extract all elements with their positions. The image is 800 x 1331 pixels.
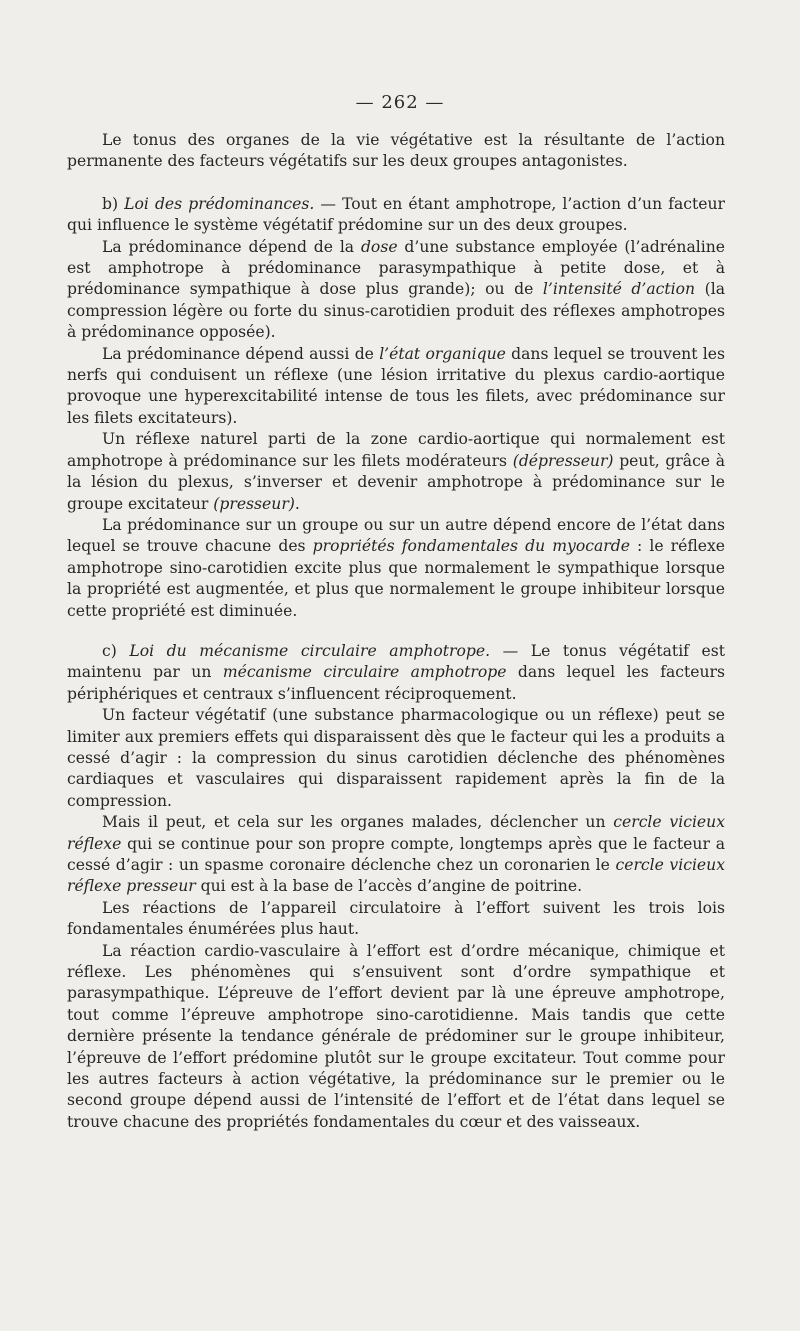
text-run: qui est à la base de l’accès d’angine de poitrine. bbox=[195, 877, 583, 896]
paragraph-4 bbox=[67, 344, 725, 430]
italic-text-run: dose bbox=[360, 237, 398, 256]
text-run: Mais il peut, et cela sur les organes malades, déclencher un bbox=[102, 813, 614, 832]
paragraph-6 bbox=[67, 515, 725, 622]
italic-text-run: Loi du mécanisme circulaire amphotrope. bbox=[129, 641, 491, 660]
italic-text-run: (presseur) bbox=[213, 494, 295, 513]
paragraph-9 bbox=[67, 812, 725, 898]
text-run: Un réflexe naturel parti de la zone cardio-aortique qui normalement est amphotrope à prédominance sur les filets modérateurs bbox=[67, 430, 725, 470]
text-run: dans lequel les facteurs périphériques et centraux s’influencent réciproquement. bbox=[67, 663, 726, 703]
italic-text-run: cercle vicieux réflexe presseur bbox=[67, 856, 726, 896]
text-run: La prédominance dépend de la bbox=[102, 237, 361, 256]
italic-text-run: Loi des prédominances. bbox=[124, 194, 315, 213]
body-text bbox=[67, 130, 725, 1133]
text-run: dans lequel se trouvent les nerfs qui conduisent un réflexe (une lésion irritative du plexus cardio-aortique provoque une hyperexcitabilité intense de tous les filets, avec prédominance sur les filets excitateurs). bbox=[67, 344, 725, 427]
text-run: c) bbox=[102, 641, 130, 660]
paragraph-8 bbox=[67, 705, 725, 812]
text-run: (la compression légère ou forte du sinus-carotidien produit des réflexes amphotropes à prédominance opposée). bbox=[67, 280, 725, 342]
text-run: La prédominance dépend aussi de bbox=[102, 344, 380, 363]
text-run: — Tout en étant amphotrope, l’action d’un facteur qui influence le système végétatif prédomine sur un des deux groupes. bbox=[67, 194, 725, 235]
text-run: d’une substance employée (l’adrénaline est amphotrope à prédominance parasympathique à petite dose, et à prédominance sympathique à dose plus grande); ou de bbox=[67, 237, 725, 299]
text-run: b) bbox=[102, 194, 125, 213]
italic-text-run: cercle vicieux réflexe bbox=[67, 813, 725, 853]
text-run: Un facteur végétatif (une substance pharmacologique ou un réflexe) peut se limiter aux premiers effets qui disparaissent dès que le facteur qui les a produits a cessé d’agir : la compression du sinus carotidien déclenche des phénomènes cardiaques et vasculaires qui disparaissent rapidement après la fin de la compression. bbox=[67, 706, 725, 810]
italic-text-run: mécanisme circulaire amphotrope bbox=[222, 663, 507, 682]
text-run: : le réflexe amphotrope sino-carotidien excite plus que normalement le sympathique lorsque la propriété est augmentée, et plus que normalement le groupe inhibiteur lorsque cette propriété est diminuée. bbox=[67, 537, 725, 620]
text-run: — Le tonus végétatif est maintenu par un bbox=[67, 641, 725, 682]
paragraph-1 bbox=[67, 130, 725, 173]
paragraph-2-loi-des-predominances bbox=[67, 194, 725, 237]
text-run: Les réactions de l’appareil circulatoire à l’effort suivent les trois lois fondamentales énumérées plus haut. bbox=[67, 898, 725, 939]
text-run: Le tonus des organes de la vie végétative est la résultante de l’action permanente des facteurs végétatifs sur les deux groupes antagonistes. bbox=[67, 131, 725, 171]
italic-text-run: l’intensité d’action bbox=[542, 280, 696, 299]
italic-text-run: propriétés fondamentales du myocarde bbox=[312, 537, 630, 556]
text-run: La prédominance sur un groupe ou sur un autre dépend encore de l’état dans lequel se trouve chacune des bbox=[67, 515, 725, 556]
page-number: — 262 — bbox=[355, 92, 445, 113]
italic-text-run: (dépresseur) bbox=[512, 451, 614, 470]
paragraph-11 bbox=[67, 941, 725, 1134]
text-run: La réaction cardio-vasculaire à l’effort est d’ordre mécanique, chimique et réflexe. Les phénomènes qui s’ensuivent sont d’ordre sympathique et parasympathique. L’épreuve de l’effort devient par là une épreuve amphotrope, tout comme l’épreuve amphotrope sino-carotidienne. Mais tandis que cette dernière présente la tendance générale de prédominer sur le groupe inhibiteur, l’épreuve de l’effort prédomine plutôt sur le groupe excitateur. Tout comme pour les autres facteurs à action végétative, la prédominance sur le premier ou le second groupe dépend aussi de l’intensité de l’effort et de l’état dans lequel se trouve chacune des propriétés fondamentales du cœur et des vaisseaux. bbox=[67, 941, 725, 1131]
text-run: qui se continue pour son propre compte, longtemps après que le facteur a cessé d’agir : un spasme coronaire déclenche chez un coronarien le bbox=[67, 834, 725, 874]
paragraph-10 bbox=[67, 898, 725, 941]
paragraph-3 bbox=[67, 237, 725, 344]
italic-text-run: l’état organique bbox=[379, 344, 506, 363]
text-run: . bbox=[294, 494, 300, 513]
paragraph-7-loi-du-mecanisme-circulaire bbox=[67, 641, 725, 705]
paragraph-5 bbox=[67, 429, 725, 515]
text-run: peut, grâce à la lésion du plexus, s’inverser et devenir amphotrope à prédominance sur le groupe excitateur bbox=[67, 451, 726, 513]
